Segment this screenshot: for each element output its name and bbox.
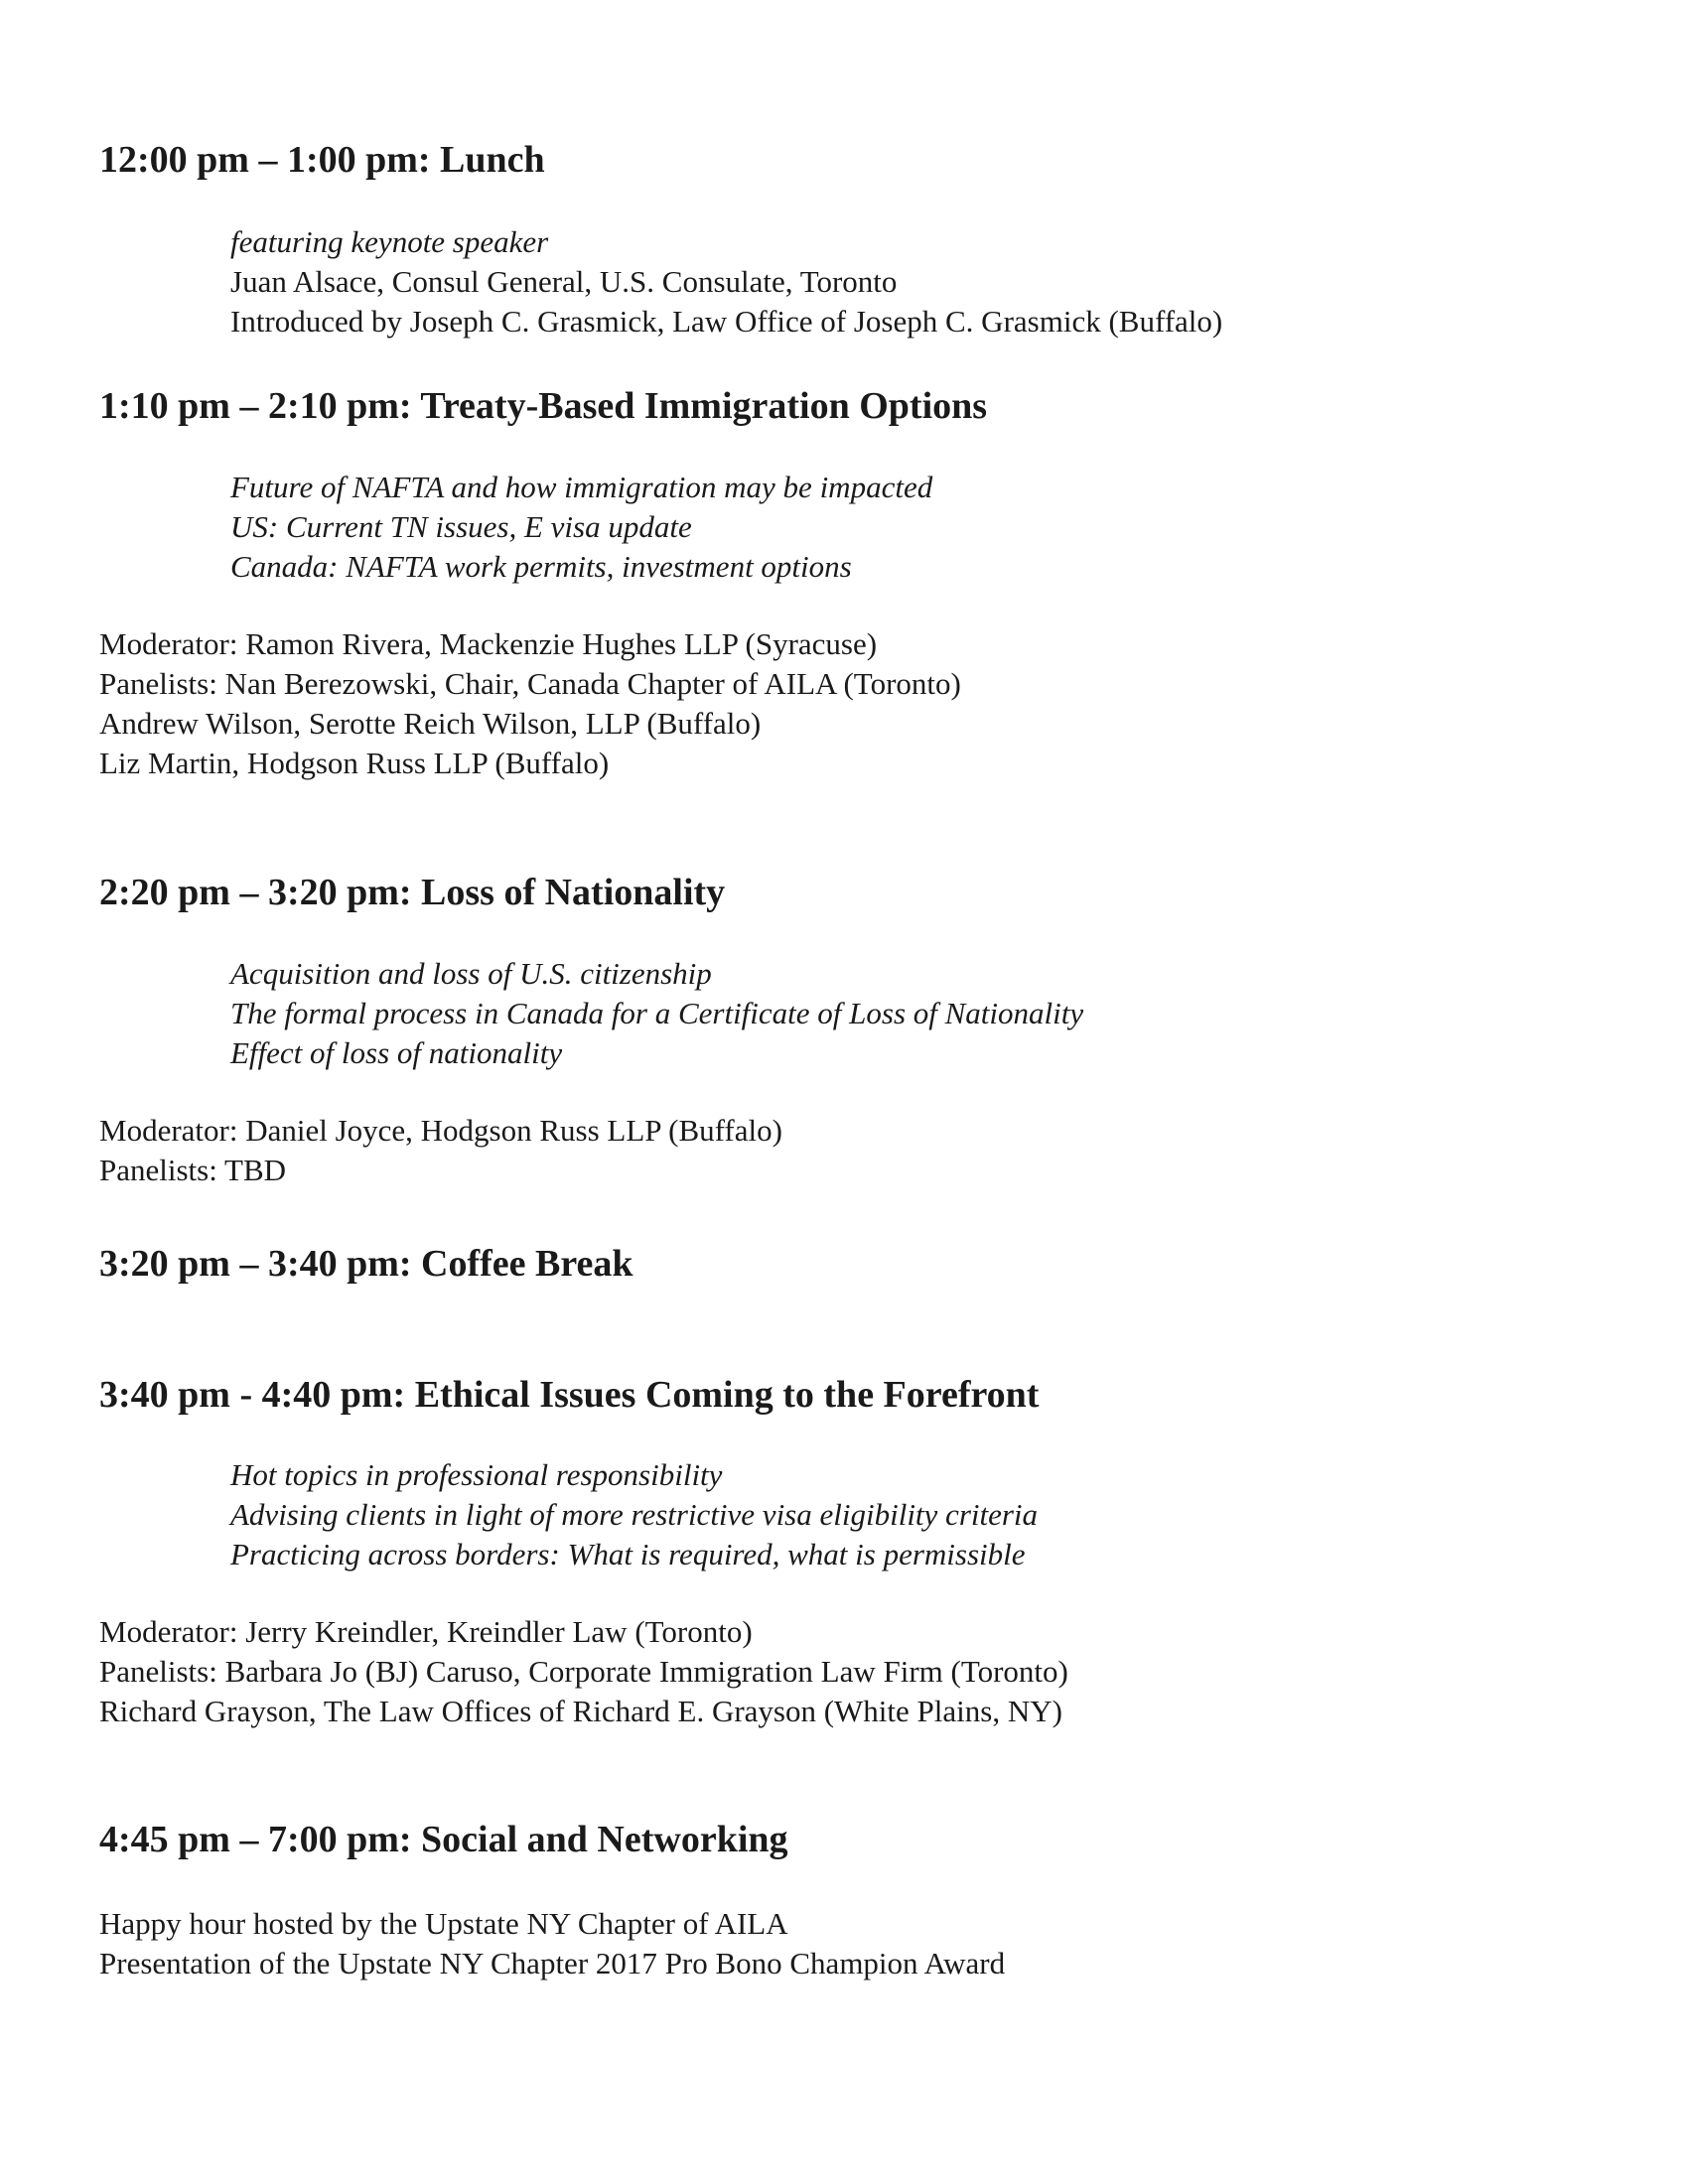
keynote-introducer: Introduced by Joseph C. Grasmick, Law Office of Joseph C. Grasmick (Buffalo) [230, 304, 1223, 339]
session-topic: Acquisition and loss of U.S. citizenship [230, 956, 712, 991]
session-heading-treaty: 1:10 pm – 2:10 pm: Treaty-Based Immigration Options [99, 385, 988, 427]
session-topic: Effect of loss of nationality [230, 1035, 563, 1070]
keynote-speaker: Juan Alsace, Consul General, U.S. Consulate, Toronto [230, 264, 898, 299]
session-topic: Hot topics in professional responsibility [230, 1457, 723, 1492]
session-moderator: Moderator: Ramon Rivera, Mackenzie Hughes LLP (Syracuse) [99, 626, 878, 661]
session-panelists: Panelists: TBD [99, 1153, 287, 1187]
session-moderator: Moderator: Daniel Joyce, Hodgson Russ LLP (Buffalo) [99, 1113, 782, 1148]
session-panelist: Andrew Wilson, Serotte Reich Wilson, LLP (Buffalo) [99, 706, 762, 741]
session-heading-nationality: 2:20 pm – 3:20 pm: Loss of Nationality [99, 872, 726, 913]
session-panelists: Panelists: Nan Berezowski, Chair, Canada Chapter of AILA (Toronto) [99, 666, 961, 701]
session-description: Happy hour hosted by the Upstate NY Chapter of AILA [99, 1906, 788, 1941]
session-heading-social: 4:45 pm – 7:00 pm: Social and Networking [99, 1819, 788, 1860]
session-detail: featuring keynote speaker [230, 224, 549, 259]
session-heading-coffee: 3:20 pm – 3:40 pm: Coffee Break [99, 1243, 633, 1285]
session-topic: Practicing across borders: What is required, what is permissible [230, 1537, 1026, 1571]
session-panelists: Panelists: Barbara Jo (BJ) Caruso, Corporate Immigration Law Firm (Toronto) [99, 1654, 1068, 1689]
session-topic: Canada: NAFTA work permits, investment options [230, 549, 852, 584]
session-topic: Future of NAFTA and how immigration may be impacted [230, 470, 933, 504]
session-panelist: Liz Martin, Hodgson Russ LLP (Buffalo) [99, 746, 610, 780]
session-topic: US: Current TN issues, E visa update [230, 509, 692, 544]
session-panelist: Richard Grayson, The Law Offices of Richard E. Grayson (White Plains, NY) [99, 1694, 1062, 1728]
session-description: Presentation of the Upstate NY Chapter 2017 Pro Bono Champion Award [99, 1946, 1006, 1980]
session-topic: The formal process in Canada for a Certificate of Loss of Nationality [230, 996, 1084, 1030]
session-heading-ethics: 3:40 pm - 4:40 pm: Ethical Issues Coming to the Forefront [99, 1374, 1040, 1416]
session-heading-lunch: 12:00 pm – 1:00 pm: Lunch [99, 139, 545, 181]
session-moderator: Moderator: Jerry Kreindler, Kreindler Law (Toronto) [99, 1614, 753, 1649]
session-topic: Advising clients in light of more restrictive visa eligibility criteria [230, 1497, 1039, 1532]
